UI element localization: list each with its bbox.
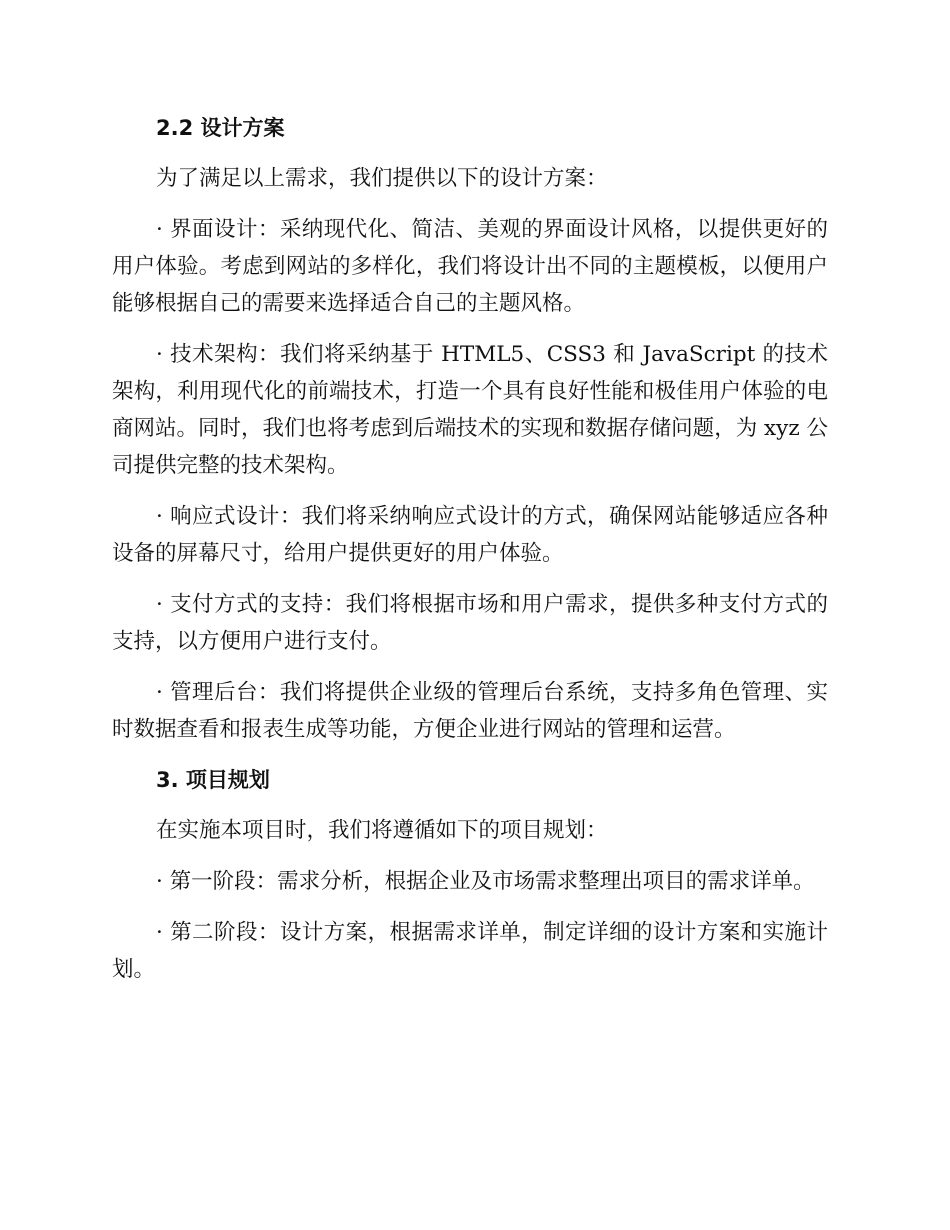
bullet-responsive-design: · 响应式设计：我们将采纳响应式设计的方式，确保网站能够适应各种设备的屏幕尺寸，给用户提供更好的用户体验。 [112,504,828,566]
section-heading-design: 2.2 设计方案 [156,116,285,140]
bullet-phase-two: · 第二阶段：设计方案，根据需求详单，制定详细的设计方案和实施计划。 [112,920,828,982]
section-intro-planning: 在实施本项目时，我们将遵循如下的项目规划： [156,818,608,843]
document-body [112,110,828,1002]
bullet-phase-one: · 第一阶段：需求分析，根据企业及市场需求整理出项目的需求详单。 [156,869,815,894]
bullet-ui-design: · 界面设计：采纳现代化、简洁、美观的界面设计风格，以提供更好的用户体验。考虑到网站的多样化，我们将设计出不同的主题模板，以便用户能够根据自己的需要来选择适合自己的主题风格。 [112,217,828,316]
bullet-admin-backend: · 管理后台：我们将提供企业级的管理后台系统，支持多角色管理、实时数据查看和报表生成等功能，方便企业进行网站的管理和运营。 [112,680,828,742]
bullet-tech-architecture: · 技术架构：我们将采纳基于 HTML5、CSS3 和 JavaScript 的技术架构，利用现代化的前端技术，打造一个具有良好性能和极佳用户体验的电商网站。同时，我们也将考虑到后端技术的实现和数据存储问题，为 xyz 公司提供完整的技术架构。 [112,342,828,478]
section-heading-planning: 3. 项目规划 [156,768,270,792]
section-intro-design: 为了满足以上需求，我们提供以下的设计方案： [156,166,608,191]
bullet-payment-support: · 支付方式的支持：我们将根据市场和用户需求，提供多种支付方式的支持，以方便用户进行支付。 [112,592,828,654]
